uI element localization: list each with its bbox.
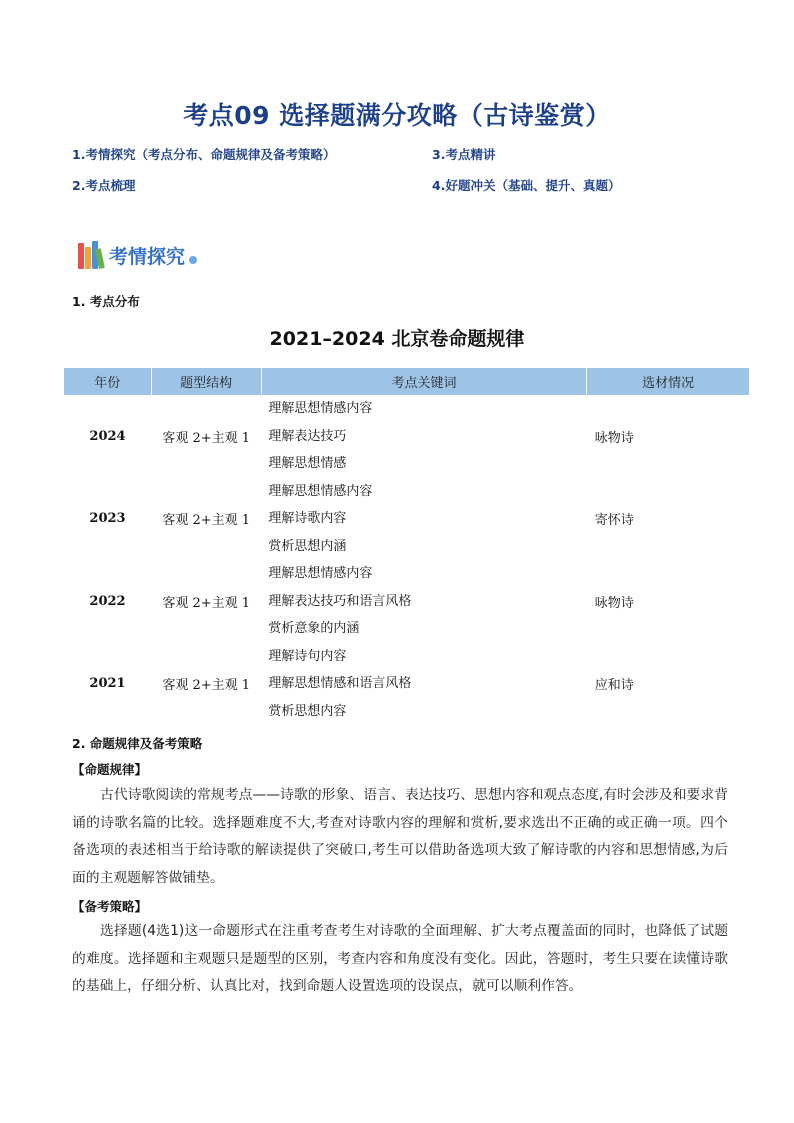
col-header-material: 选材情况: [587, 368, 750, 395]
cell-keywords: [261, 395, 586, 478]
page-title: 考点09 选择题满分攻略（古诗鉴赏）: [183, 101, 611, 130]
keyword: 理解思想情感: [268, 456, 347, 471]
cell-material: 咏物诗: [594, 430, 634, 446]
cell-material: 应和诗: [594, 678, 634, 694]
toc-item-1: 1.考情探究（考点分布、命题规律及备考策略）: [72, 147, 336, 162]
table-row: [64, 560, 750, 643]
col-header-structure: 题型结构: [151, 368, 261, 395]
keyword: 赏析思想内容: [268, 703, 347, 719]
keyword: 理解诗句内容: [268, 648, 347, 664]
book-1: [78, 243, 84, 269]
keyword: 理解诗歌内容: [268, 511, 347, 526]
section-header-label: 考情探究: [109, 245, 186, 268]
section1-heading: 1. 考点分布: [72, 294, 140, 309]
section2-heading: 2. 命题规律及备考策略: [72, 736, 203, 751]
exam-table: [64, 368, 750, 725]
col-header-year: 年份: [64, 368, 151, 395]
toc-item-4: 4.好题冲关（基础、提升、真题）: [432, 178, 621, 193]
rules-paragraph: 古代诗歌阅读的常规考点——诗歌的形象、语言、表达技巧、思想内容和观点态度,有时会涉及和要求背诵的诗歌名篇的比较。选择题难度不大,考查对诗歌内容的理解和赏析,要求选出不正确的或正确一项。四个备选项的表述相当于给诗歌的解读提供了突破口,考生可以借助备选项大致了解诗歌的内容和思想情感,为后面的主观题解答做铺垫。: [72, 787, 728, 886]
table-title: 2021–2024 北京卷命题规律: [269, 328, 525, 350]
keyword: 理解表达技巧和语言风格: [268, 593, 412, 609]
strategy-label: 【备考策略】: [72, 899, 148, 914]
cell-structure: 客观 2+主观 1: [162, 513, 251, 529]
cell-year: 2023: [89, 511, 126, 527]
cell-keywords: [261, 643, 586, 726]
cell-year: 2024: [89, 428, 126, 444]
keyword: 赏析意象的内涵: [268, 621, 360, 636]
table-row: [64, 478, 750, 561]
table-row: [64, 643, 750, 726]
keyword: 赏析思想内涵: [268, 538, 347, 554]
cell-structure: 客观 2+主观 1: [162, 595, 251, 611]
keyword: 理解思想情感内容: [268, 483, 373, 499]
col-header-keywords: 考点关键词: [261, 368, 586, 395]
table-row: [64, 395, 750, 478]
dot-icon: [189, 256, 197, 264]
keyword: 理解思想情感和语言风格: [268, 676, 412, 691]
table-header-row: [64, 368, 750, 395]
toc-item-2: 2.考点梳理: [72, 178, 136, 193]
rules-label: 【命题规律】: [72, 762, 148, 777]
section-header: [78, 240, 197, 270]
cell-keywords: [261, 560, 586, 643]
keyword: 理解表达技巧: [268, 428, 347, 444]
cell-year: 2022: [89, 593, 126, 609]
cell-material: 咏物诗: [594, 595, 634, 611]
strategy-paragraph: 选择题(4选1)这一命题形式在注重考查考生对诗歌的全面理解、扩大考点覆盖面的同时，也降低了试题的难度。选择题和主观题只是题型的区别，考查内容和角度没有变化。因此，答题时，考生只要在读懂诗歌的基础上，仔细分析、认真比对，找到命题人设置选项的设误点，就可以顺利作答。: [72, 923, 728, 994]
cell-keywords: [261, 478, 586, 561]
keyword: 理解思想情感内容: [268, 566, 373, 581]
cell-structure: 客观 2+主观 1: [162, 430, 251, 446]
cell-structure: 客观 2+主观 1: [162, 678, 251, 694]
keyword: 理解思想情感内容: [268, 401, 373, 416]
books-icon: [78, 241, 106, 269]
cell-material: 寄怀诗: [594, 513, 634, 529]
cell-year: 2021: [89, 676, 126, 692]
toc-item-3: 3.考点精讲: [432, 147, 496, 162]
book-2: [85, 247, 91, 269]
